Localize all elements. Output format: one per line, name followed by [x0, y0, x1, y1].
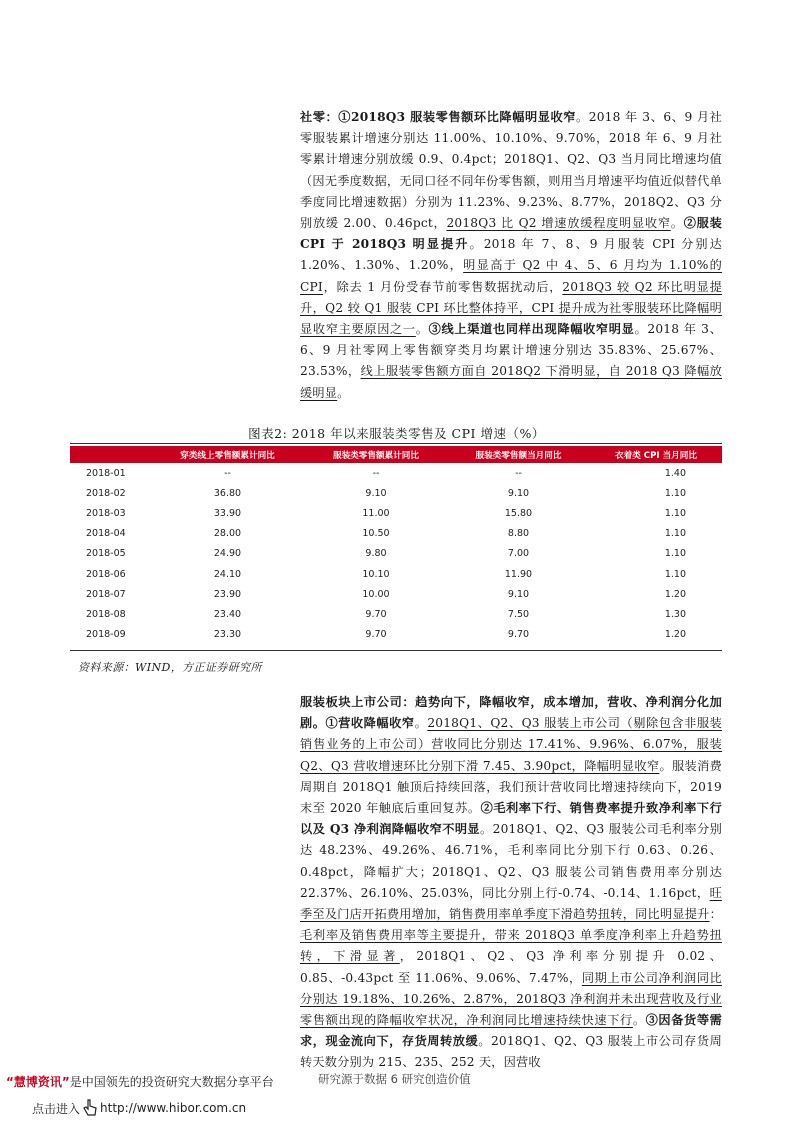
header-online-apparel: 穿类线上零售额累计同比: [150, 446, 305, 463]
row-date-cell: 2018-05: [86, 548, 126, 560]
social-retail-paragraph: 社零：①2018Q3 服装零售额环比降幅明显收窄。2018 年 3、6、9 月社零服装累计增速分别达 11.00%、10.10%、9.70%，2018 年 6、9 月社零累计增速分别放缓 0.9、0.4pct；2018Q1、Q2、Q3 当月同比增速均值（因无季度数据，无同口径不同年份零售额，则用当月增速平均值近似替代单季度同比增速数据）分别为 11.23%、9.23%、8.77%，2018Q2、Q3 分别放缓 2.00、0.46pct，2018Q3 比 Q2 增速放缓程度明显收窄。②服装 CPI 于 2018Q3 明显提升。2018 年 7、8、9 月服装 CPI 分别达 1.20%、1.30%、1.20%，明显高于 Q2 中 4、5、6 月均为 1.10%的 CPI，除去 1 月份受春节前零售数据扰动后，2018Q3 较 Q2 环比明显提升，Q2 较 Q1 服装 CPI 环比整体持平，CPI 提升成为社零服装环比降幅明显收窄主要原因之一。③线上渠道也同样出现降幅收窄明显。2018 年 3、6、9 月社零网上零售额穿类月均累计增速分别达 35.83%、25.67%、23.53%，线上服装零售额方面自 2018Q2 下滑明显，自 2018 Q3 降幅放缓明显。: [300, 110, 723, 400]
row-value-cell: 1.10: [664, 548, 686, 560]
table-row: [70, 625, 722, 645]
row-value-cell: 23.40: [213, 608, 242, 620]
footer-tagline: 研究源于数据 6 研究创造价值: [318, 1072, 471, 1086]
row-value-cell: 11.00: [362, 507, 390, 519]
row-date-cell: 2018-07: [86, 588, 126, 600]
footer-platform-line: “慧博资讯”是中国领先的投资研究大数据分享平台: [6, 1075, 274, 1089]
table-row: [70, 503, 722, 523]
figure-caption: 图表2: 2018 年以来服装类零售及 CPI 增速（%）: [248, 426, 545, 441]
row-value-cell: 1.20: [664, 588, 686, 600]
table-row: [70, 544, 722, 564]
table-row: [70, 463, 722, 483]
data-source: 资料来源：WIND，方正证券研究所: [78, 661, 262, 674]
hibor-link[interactable]: http://www.hibor.com.cn: [100, 1101, 247, 1115]
row-value-cell: 28.00: [213, 528, 242, 540]
row-date-cell: 2018-09: [86, 629, 126, 641]
row-value-cell: 1.40: [664, 467, 686, 479]
point-1-heading: 服装板块上市公司：趋势向下，降幅收窄，成本增加，营收、净利润分化加剧。①营收降幅收窄: [300, 695, 722, 731]
table-row: [70, 483, 722, 503]
row-value-cell: --: [224, 467, 231, 479]
row-value-cell: 9.10: [507, 487, 530, 499]
row-value-cell: 1.20: [664, 629, 686, 641]
row-value-cell: --: [372, 467, 380, 479]
row-value-cell: 24.90: [213, 548, 242, 560]
table-row: [70, 604, 722, 624]
header-clothing-cpi: 衣着类 CPI 当月同比: [590, 446, 722, 463]
row-value-cell: 9.70: [365, 629, 387, 641]
table-header-row: [70, 446, 722, 463]
point-2-heading: ②毛利率下行、销售费率提升致净利率下行以及 Q3 净利润降幅收窄不明显: [300, 801, 722, 837]
row-value-cell: 10.50: [362, 528, 390, 540]
table-bottom-rule: [70, 650, 722, 651]
brand-name: “慧博资讯”: [6, 1075, 70, 1089]
pointer-hand-icon: [82, 1099, 98, 1117]
row-value-cell: --: [515, 467, 522, 479]
row-value-cell: 7.00: [507, 548, 530, 560]
row-value-cell: 8.80: [507, 528, 530, 540]
row-value-cell: 23.90: [213, 588, 242, 600]
table-top-rule: [70, 443, 722, 444]
row-value-cell: 1.10: [664, 487, 686, 499]
row-date-cell: 2018-06: [86, 568, 126, 580]
row-value-cell: 1.10: [664, 568, 686, 580]
row-value-cell: 1.10: [664, 528, 686, 540]
row-value-cell: 9.70: [365, 608, 387, 620]
row-value-cell: 9.10: [507, 588, 530, 600]
row-value-cell: 24.10: [213, 568, 242, 580]
point-1-heading: ①2018Q3 服装零售额环比降幅明显收窄: [338, 110, 577, 124]
row-date-cell: 2018-04: [86, 528, 126, 540]
row-value-cell: 9.10: [365, 487, 387, 499]
listed-companies-paragraph: 服装板块上市公司：趋势向下，降幅收窄，成本增加，营收、净利润分化加剧。①营收降幅收窄。2018Q1、Q2、Q3 服装上市公司（剔除包含非服装销售业务的上市公司）营收同比分别达 17.41%、9.96%、6.07%，服装 Q2、Q3 营收增速环比分别下滑 7.45、3.90pct，降幅明显收窄。服装消费周期自 2018Q1 触顶后持续回落，我们预计营收同比增速持续向下，2019 末至 2020 年触底后重回复苏。②毛利率下行、销售费率提升致净利率下行以及 Q3 净利润降幅收窄不明显。2018Q1、Q2、Q3 服装公司毛利率分别达 48.23%、49.26%、46.71%，毛利率同比分别下行 0.63、0.26、0.48pct，降幅扩大；2018Q1、Q2、Q3 服装公司销售费用率分别达 22.37%、26.10%、25.03%，同比分别上行-0.74、-0.14、1.16pct，旺季至及门店开拓费用增加，销售费用率单季度下滑趋势扭转，同比明显提升：毛利率及销售费用率等主要提升，带来 2018Q3 单季度净利率上升趋势扭转，下滑显著，2018Q1、Q2、Q3 净利率分别提升 0.02、0.85、-0.43pct 至 11.06%、9.06%、7.47%，同期上市公司净利润同比分别达 19.18%、10.26%、2.87%，2018Q3 净利润并未出现营收及行业零售额出现的降幅收窄状况，净利润同比增速持续快速下行。③因备货等需求，现金流向下，存货周转放缓。2018Q1、Q2、Q3 服装上市公司存货周转天数分别为 215、235、252 天，因营收: [300, 695, 723, 1070]
row-date-cell: 2018-08: [86, 608, 126, 620]
row-value-cell: 1.30: [664, 608, 686, 620]
row-date-cell: 2018-01: [86, 467, 126, 479]
point-3-heading: ③因备货等需求，现金流向下，存货周转放缓: [300, 1013, 723, 1049]
row-value-cell: 9.70: [507, 629, 530, 641]
header-apparel-cumulative: 服装类零售额累计同比: [305, 446, 447, 463]
row-value-cell: 36.80: [213, 487, 242, 499]
row-value-cell: 33.90: [213, 507, 242, 519]
row-value-cell: 23.30: [213, 629, 242, 641]
row-value-cell: 9.80: [365, 548, 387, 560]
point-2-heading: ②服装 CPI 于 2018Q3 明显提升: [300, 216, 723, 252]
retail-cpi-table: [70, 446, 722, 645]
table-row: [70, 584, 722, 604]
row-value-cell: 10.10: [362, 568, 390, 580]
row-date-cell: 2018-03: [86, 507, 126, 519]
row-value-cell: 7.50: [507, 608, 530, 620]
lead-label: 社零：: [300, 110, 339, 124]
point-3-heading: ③线上渠道也同样出现降幅收窄明显: [428, 322, 635, 337]
row-value-cell: 10.00: [362, 588, 390, 600]
table-row: [70, 524, 722, 544]
header-apparel-monthly: 服装类零售额当月同比: [447, 446, 590, 463]
header-date: [70, 446, 150, 463]
row-value-cell: 11.90: [504, 568, 533, 580]
row-value-cell: 1.10: [664, 507, 686, 519]
table-row: [70, 564, 722, 584]
row-value-cell: 15.80: [504, 507, 533, 519]
row-date-cell: 2018-02: [86, 487, 126, 499]
footer-link-line: 点击进入 http://www.hibor.com.cn: [32, 1101, 247, 1116]
